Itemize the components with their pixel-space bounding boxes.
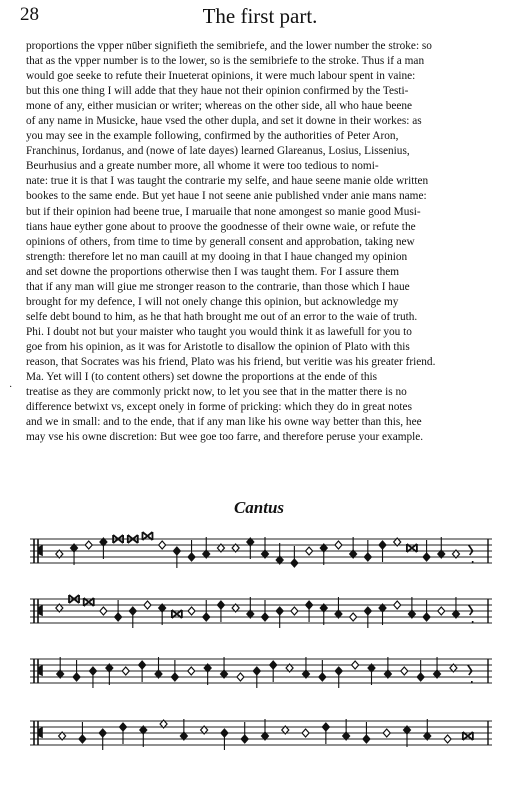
music-note (469, 545, 473, 563)
music-note (247, 597, 254, 618)
music-note (291, 546, 298, 567)
music-note (352, 661, 359, 669)
music-note (322, 723, 329, 744)
music-note (320, 544, 327, 565)
music-note (384, 657, 391, 678)
music-note (203, 600, 210, 621)
music-note (115, 600, 122, 621)
text-line: may vse his owne discretion: But wee goe too farre, and therefore peruse your example. (26, 431, 424, 444)
music-note (444, 735, 451, 743)
music-note (401, 667, 408, 675)
page-header (20, 4, 500, 30)
text-line: and set downe the proportions otherwise then I was taught them. For I assure them (26, 265, 400, 278)
text-line: mone of any, either musician or writer; whereas on the other side, all who haue beene (26, 100, 413, 113)
page-number: 28 (20, 4, 39, 25)
music-note (204, 664, 211, 685)
music-note (120, 723, 127, 744)
music-staff (30, 590, 492, 634)
text-line: that if any man will giue me stronger reason to the contrarie, than those which I haue (26, 280, 410, 293)
music-note (417, 660, 424, 681)
music-note (89, 667, 96, 688)
music-note (262, 537, 269, 558)
text-line: but this one thing I will adde that they haue not their opinion confirmed by the Testi- (26, 85, 409, 98)
music-note (57, 657, 64, 678)
running-title: The first part. (202, 4, 318, 28)
text-line: proportions the vpper nūber signifieth the semibriefe, and the lower number the stroke: so (26, 40, 432, 52)
text-line: would goe seeke to refute their Inueterat opinions, it were much labour spent in vaine: (26, 70, 416, 83)
music-note (276, 607, 283, 628)
music-note (364, 607, 371, 628)
text-line: selfe debt bound to him, as he that hath brought me out of an error to the waie of truth. (26, 310, 418, 323)
text-line: opinions of others, from time to time by generall consent and approbation, taking new (26, 235, 415, 248)
text-line: but if their opinion had beene true, I maruaile that none amongest so manie good Musi- (26, 205, 421, 218)
music-note (276, 543, 283, 564)
music-note (438, 607, 445, 615)
text-line: brought for my defence, I will not onely change this opinion, but acknowledge my (26, 295, 399, 308)
music-note (253, 667, 260, 688)
music-note (306, 601, 313, 622)
music-note (306, 547, 313, 555)
music-note (247, 538, 254, 559)
text-line: bookes to the same ende. But yet haue I not seene anie published vnder anie mans name: (26, 190, 427, 203)
music-note (100, 607, 107, 615)
music-note (129, 607, 136, 628)
music-note (335, 541, 342, 549)
music-note (350, 537, 357, 558)
music-note (394, 601, 401, 609)
music-note (320, 604, 327, 625)
music-note (343, 719, 350, 740)
music-note (383, 729, 390, 737)
text-line: and we in small: and to the ende, that if any man like his owne way better than this, hee (26, 416, 422, 429)
music-note (302, 729, 309, 737)
music-note (221, 729, 228, 750)
music-note (140, 726, 147, 747)
music-note (469, 605, 473, 623)
music-note (159, 604, 166, 625)
music-heading: Cantus (233, 498, 285, 517)
music-note (106, 664, 113, 685)
music-staff (30, 650, 492, 694)
music-note (139, 661, 146, 682)
music-note (438, 537, 445, 558)
music-note (79, 722, 86, 743)
music-note (335, 597, 342, 618)
text-line: nate: true it is that I was taught the contrarie my selfe, and haue seene manie olde written (26, 175, 429, 188)
music-note (159, 541, 166, 549)
music-note (368, 664, 375, 685)
text-line: Phi. I doubt not but your maister who taught you would think it as lawefull for you to (26, 325, 412, 338)
music-note (155, 657, 162, 678)
music-note (173, 547, 180, 568)
music-note (203, 537, 210, 558)
music-note (262, 719, 269, 740)
music-note (262, 600, 269, 621)
music-note (404, 726, 411, 747)
music-note (363, 722, 370, 743)
music-note (408, 597, 415, 618)
music-note (122, 667, 129, 675)
music-note (188, 540, 195, 561)
music-note (291, 607, 298, 615)
text-line: you may see in the example following, confirmed by the authorities of Peter Aron, (26, 130, 399, 143)
music-note (468, 665, 472, 683)
text-line: Beurhusius and a greate number more, all whome it were too tedious to nomi- (26, 160, 379, 173)
music-note (217, 601, 224, 622)
text-line: Franchinus, Iordanus, and (nowe of late dayes) learned Glareanus, Losius, Lissenius, (26, 145, 410, 158)
music-note (319, 660, 326, 681)
text-line: tians haue eyther gone about to proove the goodnesse of their owne waie, or refute the (26, 220, 416, 233)
text-line: reason, that Socrates was his friend, Plato was his friend, but veritie was his greater friend. (26, 355, 436, 368)
music-note (241, 722, 248, 743)
music-note (423, 540, 430, 561)
music-note (221, 657, 228, 678)
music-note (99, 729, 106, 750)
music-note (452, 597, 459, 618)
music-note (302, 657, 309, 678)
music-note (379, 541, 386, 562)
music-note (350, 613, 357, 621)
music-staff (30, 530, 492, 574)
music-note (424, 719, 431, 740)
body-text (26, 39, 498, 445)
music-note (423, 600, 430, 621)
music-note (180, 719, 187, 740)
music-note (270, 661, 277, 682)
text-line: strength: therefore let no man cauill at my dooing in that I haue changed my opinion (26, 250, 408, 263)
music-note (71, 544, 78, 565)
music-note (379, 604, 386, 625)
text-line: of any name in Musicke, haue vsed the other dupla, and set it downe in their workes: as (26, 115, 422, 128)
text-line: Ma. Yet will I (to content others) set downe the proportions at the ende of this (26, 371, 378, 384)
music-note (188, 607, 195, 615)
music-note (171, 660, 178, 681)
text-line: that as the vpper number is to the lower, so is the semibriefe to the stroke. Thus if a man (26, 55, 425, 68)
music-note (188, 667, 195, 675)
music-note (434, 657, 441, 678)
margin-mark: · (9, 382, 13, 393)
text-line: goe from his opinion, as it was for Aristotle to disallow the opinion of Plato with this (26, 340, 410, 353)
music-note (364, 540, 371, 561)
music-note (237, 673, 244, 681)
text-line: treatise as they are commonly prickt now, to let you see that in the matter there is no (26, 386, 407, 399)
text-line: difference betwixt vs, except onely in forme of pricking: which they do in great notes (26, 401, 412, 414)
music-note (85, 541, 92, 549)
music-note (335, 667, 342, 688)
music-note (100, 538, 107, 559)
music-note (73, 660, 80, 681)
music-note (144, 601, 151, 609)
music-staff (30, 712, 492, 756)
